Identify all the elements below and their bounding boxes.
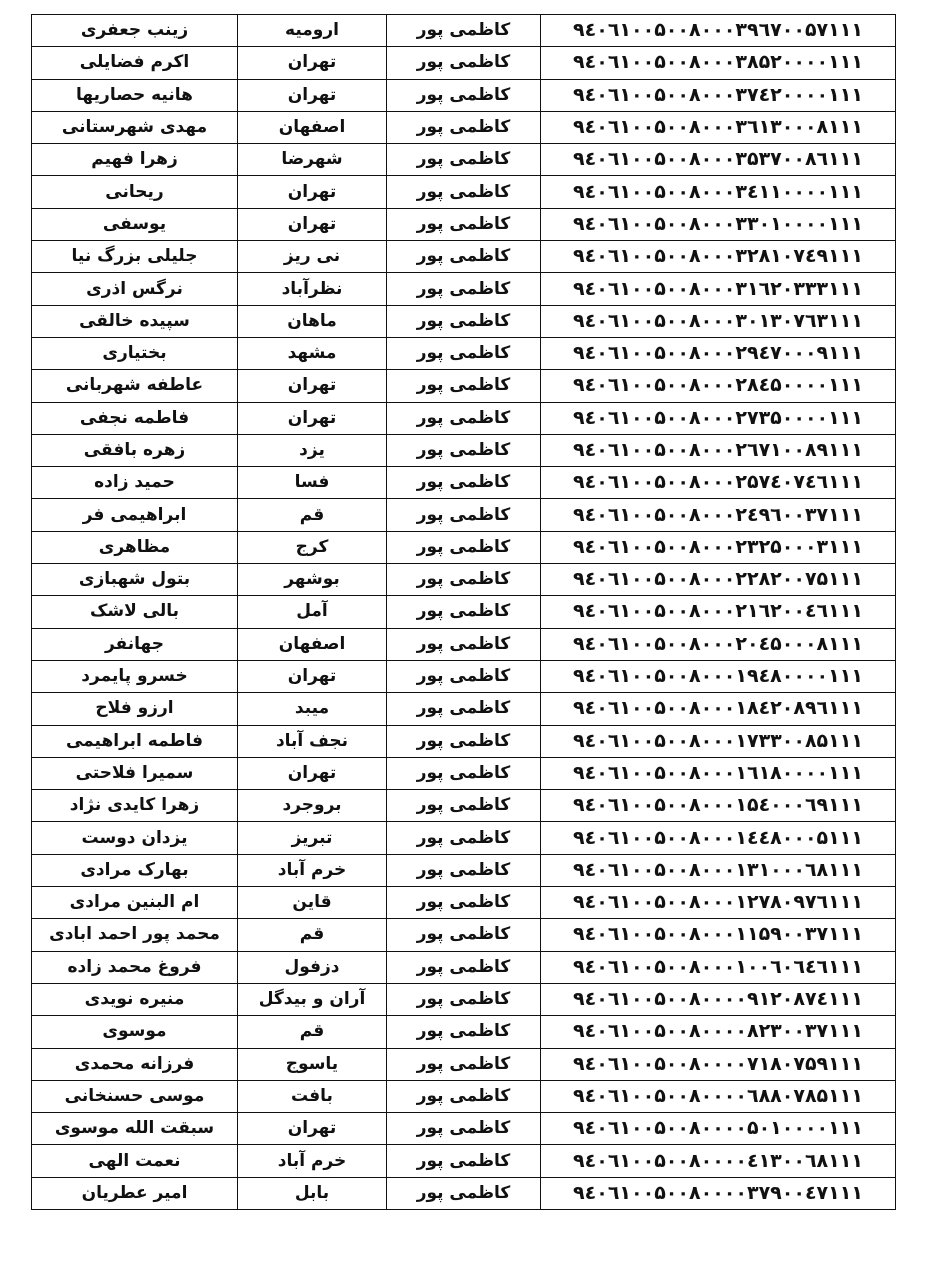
account-number-cell: ۹٤۰٦۱۰۰۵۰۰۸۰۰۰۱۲۷۸۰۹۷٦۱۱۱ (541, 887, 896, 919)
account-number-cell: ۹٤۰٦۱۰۰۵۰۰۸۰۰۰۳۹٦۷۰۰۵۷۱۱۱ (541, 15, 896, 47)
city-cell: خرم آباد (238, 854, 387, 886)
city-cell: قم (238, 919, 387, 951)
city-cell: تهران (238, 47, 387, 79)
table-row (32, 499, 896, 531)
city-cell: قاین (238, 887, 387, 919)
table-row (32, 402, 896, 434)
city-cell: یزد (238, 434, 387, 466)
city-cell: قم (238, 1016, 387, 1048)
account-number-cell: ۹٤۰٦۱۰۰۵۰۰۸۰۰۰۳۸۵۲۰۰۰۰۱۱۱ (541, 47, 896, 79)
surname-cell: کاظمی پور (387, 596, 541, 628)
city-cell: تهران (238, 79, 387, 111)
surname-cell: کاظمی پور (387, 919, 541, 951)
account-number-cell: ۹٤۰٦۱۰۰۵۰۰۸۰۰۰۰۹۱۲۰۸۷٤۱۱۱ (541, 983, 896, 1015)
account-number-cell: ۹٤۰٦۱۰۰۵۰۰۸۰۰۰۰۳۷۹۰۰٤۷۱۱۱ (541, 1177, 896, 1209)
table-row (32, 241, 896, 273)
account-number-cell: ۹٤۰٦۱۰۰۵۰۰۸۰۰۰۲۵۷٤۰۷٤٦۱۱۱ (541, 467, 896, 499)
person-name-cell: ریحانی (32, 176, 238, 208)
city-cell: شهرضا (238, 144, 387, 176)
person-name-cell: ام البنین مرادی (32, 887, 238, 919)
table-row (32, 822, 896, 854)
person-name-cell: سمیرا فلاحتی (32, 757, 238, 789)
table-row (32, 1048, 896, 1080)
city-cell: دزفول (238, 951, 387, 983)
account-number-cell: ۹٤۰٦۱۰۰۵۰۰۸۰۰۰۳۳۰۱۰۰۰۰۱۱۱ (541, 208, 896, 240)
surname-cell: کاظمی پور (387, 628, 541, 660)
city-cell: قم (238, 499, 387, 531)
account-number-cell: ۹٤۰٦۱۰۰۵۰۰۸۰۰۰۳۲۸۱۰۷٤۹۱۱۱ (541, 241, 896, 273)
city-cell: ماهان (238, 305, 387, 337)
account-number-cell: ۹٤۰٦۱۰۰۵۰۰۸۰۰۰۰٤۱۳۰۰٦۸۱۱۱ (541, 1145, 896, 1177)
person-name-cell: اکرم فضایلی (32, 47, 238, 79)
account-number-cell: ۹٤۰٦۱۰۰۵۰۰۸۰۰۰۲۲۸۲۰۰۷۵۱۱۱ (541, 564, 896, 596)
table-row (32, 564, 896, 596)
table-row (32, 370, 896, 402)
table-row (32, 951, 896, 983)
table-row (32, 208, 896, 240)
surname-cell: کاظمی پور (387, 983, 541, 1015)
city-cell: تهران (238, 757, 387, 789)
surname-cell: کاظمی پور (387, 370, 541, 402)
table-row (32, 725, 896, 757)
table-row (32, 790, 896, 822)
city-cell: مشهد (238, 337, 387, 369)
city-cell: تهران (238, 402, 387, 434)
person-name-cell: بختیاری (32, 337, 238, 369)
account-number-cell: ۹٤۰٦۱۰۰۵۰۰۸۰۰۰۳۵۳۷۰۰۸٦۱۱۱ (541, 144, 896, 176)
account-number-cell: ۹٤۰٦۱۰۰۵۰۰۸۰۰۰۰۵۰۱۰۰۰۰۱۱۱ (541, 1113, 896, 1145)
surname-cell: کاظمی پور (387, 887, 541, 919)
city-cell: یاسوج (238, 1048, 387, 1080)
table-row (32, 434, 896, 466)
city-cell: تهران (238, 660, 387, 692)
city-cell: ارومیه (238, 15, 387, 47)
account-number-cell: ۹٤۰٦۱۰۰۵۰۰۸۰۰۰۳۰۱۳۰۷٦۳۱۱۱ (541, 305, 896, 337)
table-row (32, 660, 896, 692)
surname-cell: کاظمی پور (387, 402, 541, 434)
table-row (32, 596, 896, 628)
city-cell: بافت (238, 1080, 387, 1112)
city-cell: نجف آباد (238, 725, 387, 757)
city-cell: فسا (238, 467, 387, 499)
city-cell: تهران (238, 1113, 387, 1145)
table-row (32, 15, 896, 47)
surname-cell: کاظمی پور (387, 434, 541, 466)
surname-cell: کاظمی پور (387, 47, 541, 79)
city-cell: بابل (238, 1177, 387, 1209)
person-name-cell: یوسفی (32, 208, 238, 240)
table-row (32, 337, 896, 369)
city-cell: تبریز (238, 822, 387, 854)
table-row (32, 1080, 896, 1112)
table-row (32, 176, 896, 208)
person-name-cell: نرگس اذری (32, 273, 238, 305)
city-cell: تهران (238, 370, 387, 402)
account-number-cell: ۹٤۰٦۱۰۰۵۰۰۸۰۰۰۱۹٤۸۰۰۰۰۱۱۱ (541, 660, 896, 692)
person-name-cell: فروغ محمد زاده (32, 951, 238, 983)
person-name-cell: حمید زاده (32, 467, 238, 499)
surname-cell: کاظمی پور (387, 531, 541, 563)
person-name-cell: موسی حسنخانی (32, 1080, 238, 1112)
person-name-cell: زهره بافقی (32, 434, 238, 466)
person-name-cell: هانیه حصاریها (32, 79, 238, 111)
table-row (32, 983, 896, 1015)
surname-cell: کاظمی پور (387, 111, 541, 143)
account-number-cell: ۹٤۰٦۱۰۰۵۰۰۸۰۰۰۲٦۷۱۰۰۸۹۱۱۱ (541, 434, 896, 466)
table-row (32, 111, 896, 143)
table-row (32, 1016, 896, 1048)
account-number-cell: ۹٤۰٦۱۰۰۵۰۰۸۰۰۰۰۷۱۸۰۷۵۹۱۱۱ (541, 1048, 896, 1080)
surname-cell: کاظمی پور (387, 1113, 541, 1145)
person-name-cell: ارزو فلاح (32, 693, 238, 725)
person-name-cell: عاطفه شهربانی (32, 370, 238, 402)
records-table-body (32, 15, 896, 1210)
account-number-cell: ۹٤۰٦۱۰۰۵۰۰۸۰۰۰۲۹٤۷۰۰۰۹۱۱۱ (541, 337, 896, 369)
surname-cell: کاظمی پور (387, 1080, 541, 1112)
table-row (32, 47, 896, 79)
surname-cell: کاظمی پور (387, 725, 541, 757)
person-name-cell: ابراهیمی فر (32, 499, 238, 531)
person-name-cell: زهرا کایدی نژاد (32, 790, 238, 822)
account-number-cell: ۹٤۰٦۱۰۰۵۰۰۸۰۰۰۳۱٦۲۰۳۳۳۱۱۱ (541, 273, 896, 305)
surname-cell: کاظمی پور (387, 144, 541, 176)
account-number-cell: ۹٤۰٦۱۰۰۵۰۰۸۰۰۰۲٤۹٦۰۰۳۷۱۱۱ (541, 499, 896, 531)
account-number-cell: ۹٤۰٦۱۰۰۵۰۰۸۰۰۰۱٤٤۸۰۰۰۵۱۱۱ (541, 822, 896, 854)
surname-cell: کاظمی پور (387, 951, 541, 983)
person-name-cell: منیره نویدی (32, 983, 238, 1015)
person-name-cell: جهانفر (32, 628, 238, 660)
person-name-cell: سبقت الله موسوی (32, 1113, 238, 1145)
city-cell: آمل (238, 596, 387, 628)
table-row (32, 144, 896, 176)
surname-cell: کاظمی پور (387, 1048, 541, 1080)
table-row (32, 757, 896, 789)
surname-cell: کاظمی پور (387, 305, 541, 337)
account-number-cell: ۹٤۰٦۱۰۰۵۰۰۸۰۰۰۲۰٤۵۰۰۰۸۱۱۱ (541, 628, 896, 660)
account-number-cell: ۹٤۰٦۱۰۰۵۰۰۸۰۰۰۳۷٤۲۰۰۰۰۱۱۱ (541, 79, 896, 111)
person-name-cell: فرزانه محمدی (32, 1048, 238, 1080)
person-name-cell: زهرا فهیم (32, 144, 238, 176)
person-name-cell: محمد پور احمد ابادی (32, 919, 238, 951)
surname-cell: کاظمی پور (387, 15, 541, 47)
table-row (32, 273, 896, 305)
table-row (32, 887, 896, 919)
surname-cell: کاظمی پور (387, 499, 541, 531)
person-name-cell: مظاهری (32, 531, 238, 563)
account-number-cell: ۹٤۰٦۱۰۰۵۰۰۸۰۰۰۲۸٤۵۰۰۰۰۱۱۱ (541, 370, 896, 402)
surname-cell: کاظمی پور (387, 79, 541, 111)
account-number-cell: ۹٤۰٦۱۰۰۵۰۰۸۰۰۰۲۳۲۵۰۰۰۳۱۱۱ (541, 531, 896, 563)
surname-cell: کاظمی پور (387, 241, 541, 273)
city-cell: بروجرد (238, 790, 387, 822)
table-row (32, 305, 896, 337)
table-row (32, 854, 896, 886)
table-row (32, 1177, 896, 1209)
person-name-cell: بهارک مرادی (32, 854, 238, 886)
table-row (32, 467, 896, 499)
surname-cell: کاظمی پور (387, 854, 541, 886)
surname-cell: کاظمی پور (387, 822, 541, 854)
surname-cell: کاظمی پور (387, 337, 541, 369)
surname-cell: کاظمی پور (387, 660, 541, 692)
account-number-cell: ۹٤۰٦۱۰۰۵۰۰۸۰۰۰۲۷۳۵۰۰۰۰۱۱۱ (541, 402, 896, 434)
person-name-cell: بالی لاشک (32, 596, 238, 628)
account-number-cell: ۹٤۰٦۱۰۰۵۰۰۸۰۰۰۱۳۱۰۰۰٦۸۱۱۱ (541, 854, 896, 886)
account-number-cell: ۹٤۰٦۱۰۰۵۰۰۸۰۰۰۰۸۲۳۰۰۳۷۱۱۱ (541, 1016, 896, 1048)
person-name-cell: بتول شهبازی (32, 564, 238, 596)
surname-cell: کاظمی پور (387, 1016, 541, 1048)
records-table (31, 14, 896, 1210)
account-number-cell: ۹٤۰٦۱۰۰۵۰۰۸۰۰۰۱۸٤۲۰۸۹٦۱۱۱ (541, 693, 896, 725)
city-cell: میبد (238, 693, 387, 725)
person-name-cell: فاطمه نجفی (32, 402, 238, 434)
city-cell: خرم آباد (238, 1145, 387, 1177)
surname-cell: کاظمی پور (387, 1145, 541, 1177)
account-number-cell: ۹٤۰٦۱۰۰۵۰۰۸۰۰۰۰٦۸۸۰۷۸۵۱۱۱ (541, 1080, 896, 1112)
table-row (32, 693, 896, 725)
person-name-cell: مهدی شهرستانی (32, 111, 238, 143)
city-cell: نی ریز (238, 241, 387, 273)
city-cell: اصفهان (238, 111, 387, 143)
account-number-cell: ۹٤۰٦۱۰۰۵۰۰۸۰۰۰۳٤۱۱۰۰۰۰۱۱۱ (541, 176, 896, 208)
surname-cell: کاظمی پور (387, 467, 541, 499)
table-row (32, 919, 896, 951)
surname-cell: کاظمی پور (387, 273, 541, 305)
city-cell: کرج (238, 531, 387, 563)
person-name-cell: خسرو پایمرد (32, 660, 238, 692)
account-number-cell: ۹٤۰٦۱۰۰۵۰۰۸۰۰۰۱۷۳۳۰۰۸۵۱۱۱ (541, 725, 896, 757)
table-row (32, 79, 896, 111)
city-cell: تهران (238, 176, 387, 208)
surname-cell: کاظمی پور (387, 693, 541, 725)
person-name-cell: یزدان دوست (32, 822, 238, 854)
city-cell: اصفهان (238, 628, 387, 660)
surname-cell: کاظمی پور (387, 1177, 541, 1209)
table-row (32, 531, 896, 563)
surname-cell: کاظمی پور (387, 757, 541, 789)
person-name-cell: موسوی (32, 1016, 238, 1048)
city-cell: بوشهر (238, 564, 387, 596)
person-name-cell: امیر عطریان (32, 1177, 238, 1209)
city-cell: آران و بیدگل (238, 983, 387, 1015)
person-name-cell: زینب جعفری (32, 15, 238, 47)
surname-cell: کاظمی پور (387, 176, 541, 208)
document-sheet (31, 14, 891, 1210)
person-name-cell: فاطمه ابراهیمی (32, 725, 238, 757)
account-number-cell: ۹٤۰٦۱۰۰۵۰۰۸۰۰۰۱۵٤۰۰۰٦۹۱۱۱ (541, 790, 896, 822)
person-name-cell: نعمت الهی (32, 1145, 238, 1177)
person-name-cell: جلیلی بزرگ نیا (32, 241, 238, 273)
table-row (32, 1113, 896, 1145)
person-name-cell: سپیده خالقی (32, 305, 238, 337)
surname-cell: کاظمی پور (387, 564, 541, 596)
account-number-cell: ۹٤۰٦۱۰۰۵۰۰۸۰۰۰۲۱٦۲۰۰٤٦۱۱۱ (541, 596, 896, 628)
surname-cell: کاظمی پور (387, 790, 541, 822)
account-number-cell: ۹٤۰٦۱۰۰۵۰۰۸۰۰۰۱۰۰٦۰٦٤٦۱۱۱ (541, 951, 896, 983)
city-cell: نظرآباد (238, 273, 387, 305)
account-number-cell: ۹٤۰٦۱۰۰۵۰۰۸۰۰۰۳٦۱۳۰۰۰۸۱۱۱ (541, 111, 896, 143)
surname-cell: کاظمی پور (387, 208, 541, 240)
city-cell: تهران (238, 208, 387, 240)
account-number-cell: ۹٤۰٦۱۰۰۵۰۰۸۰۰۰۱٦۱۸۰۰۰۰۱۱۱ (541, 757, 896, 789)
account-number-cell: ۹٤۰٦۱۰۰۵۰۰۸۰۰۰۱۱۵۹۰۰۳۷۱۱۱ (541, 919, 896, 951)
table-row (32, 1145, 896, 1177)
table-row (32, 628, 896, 660)
